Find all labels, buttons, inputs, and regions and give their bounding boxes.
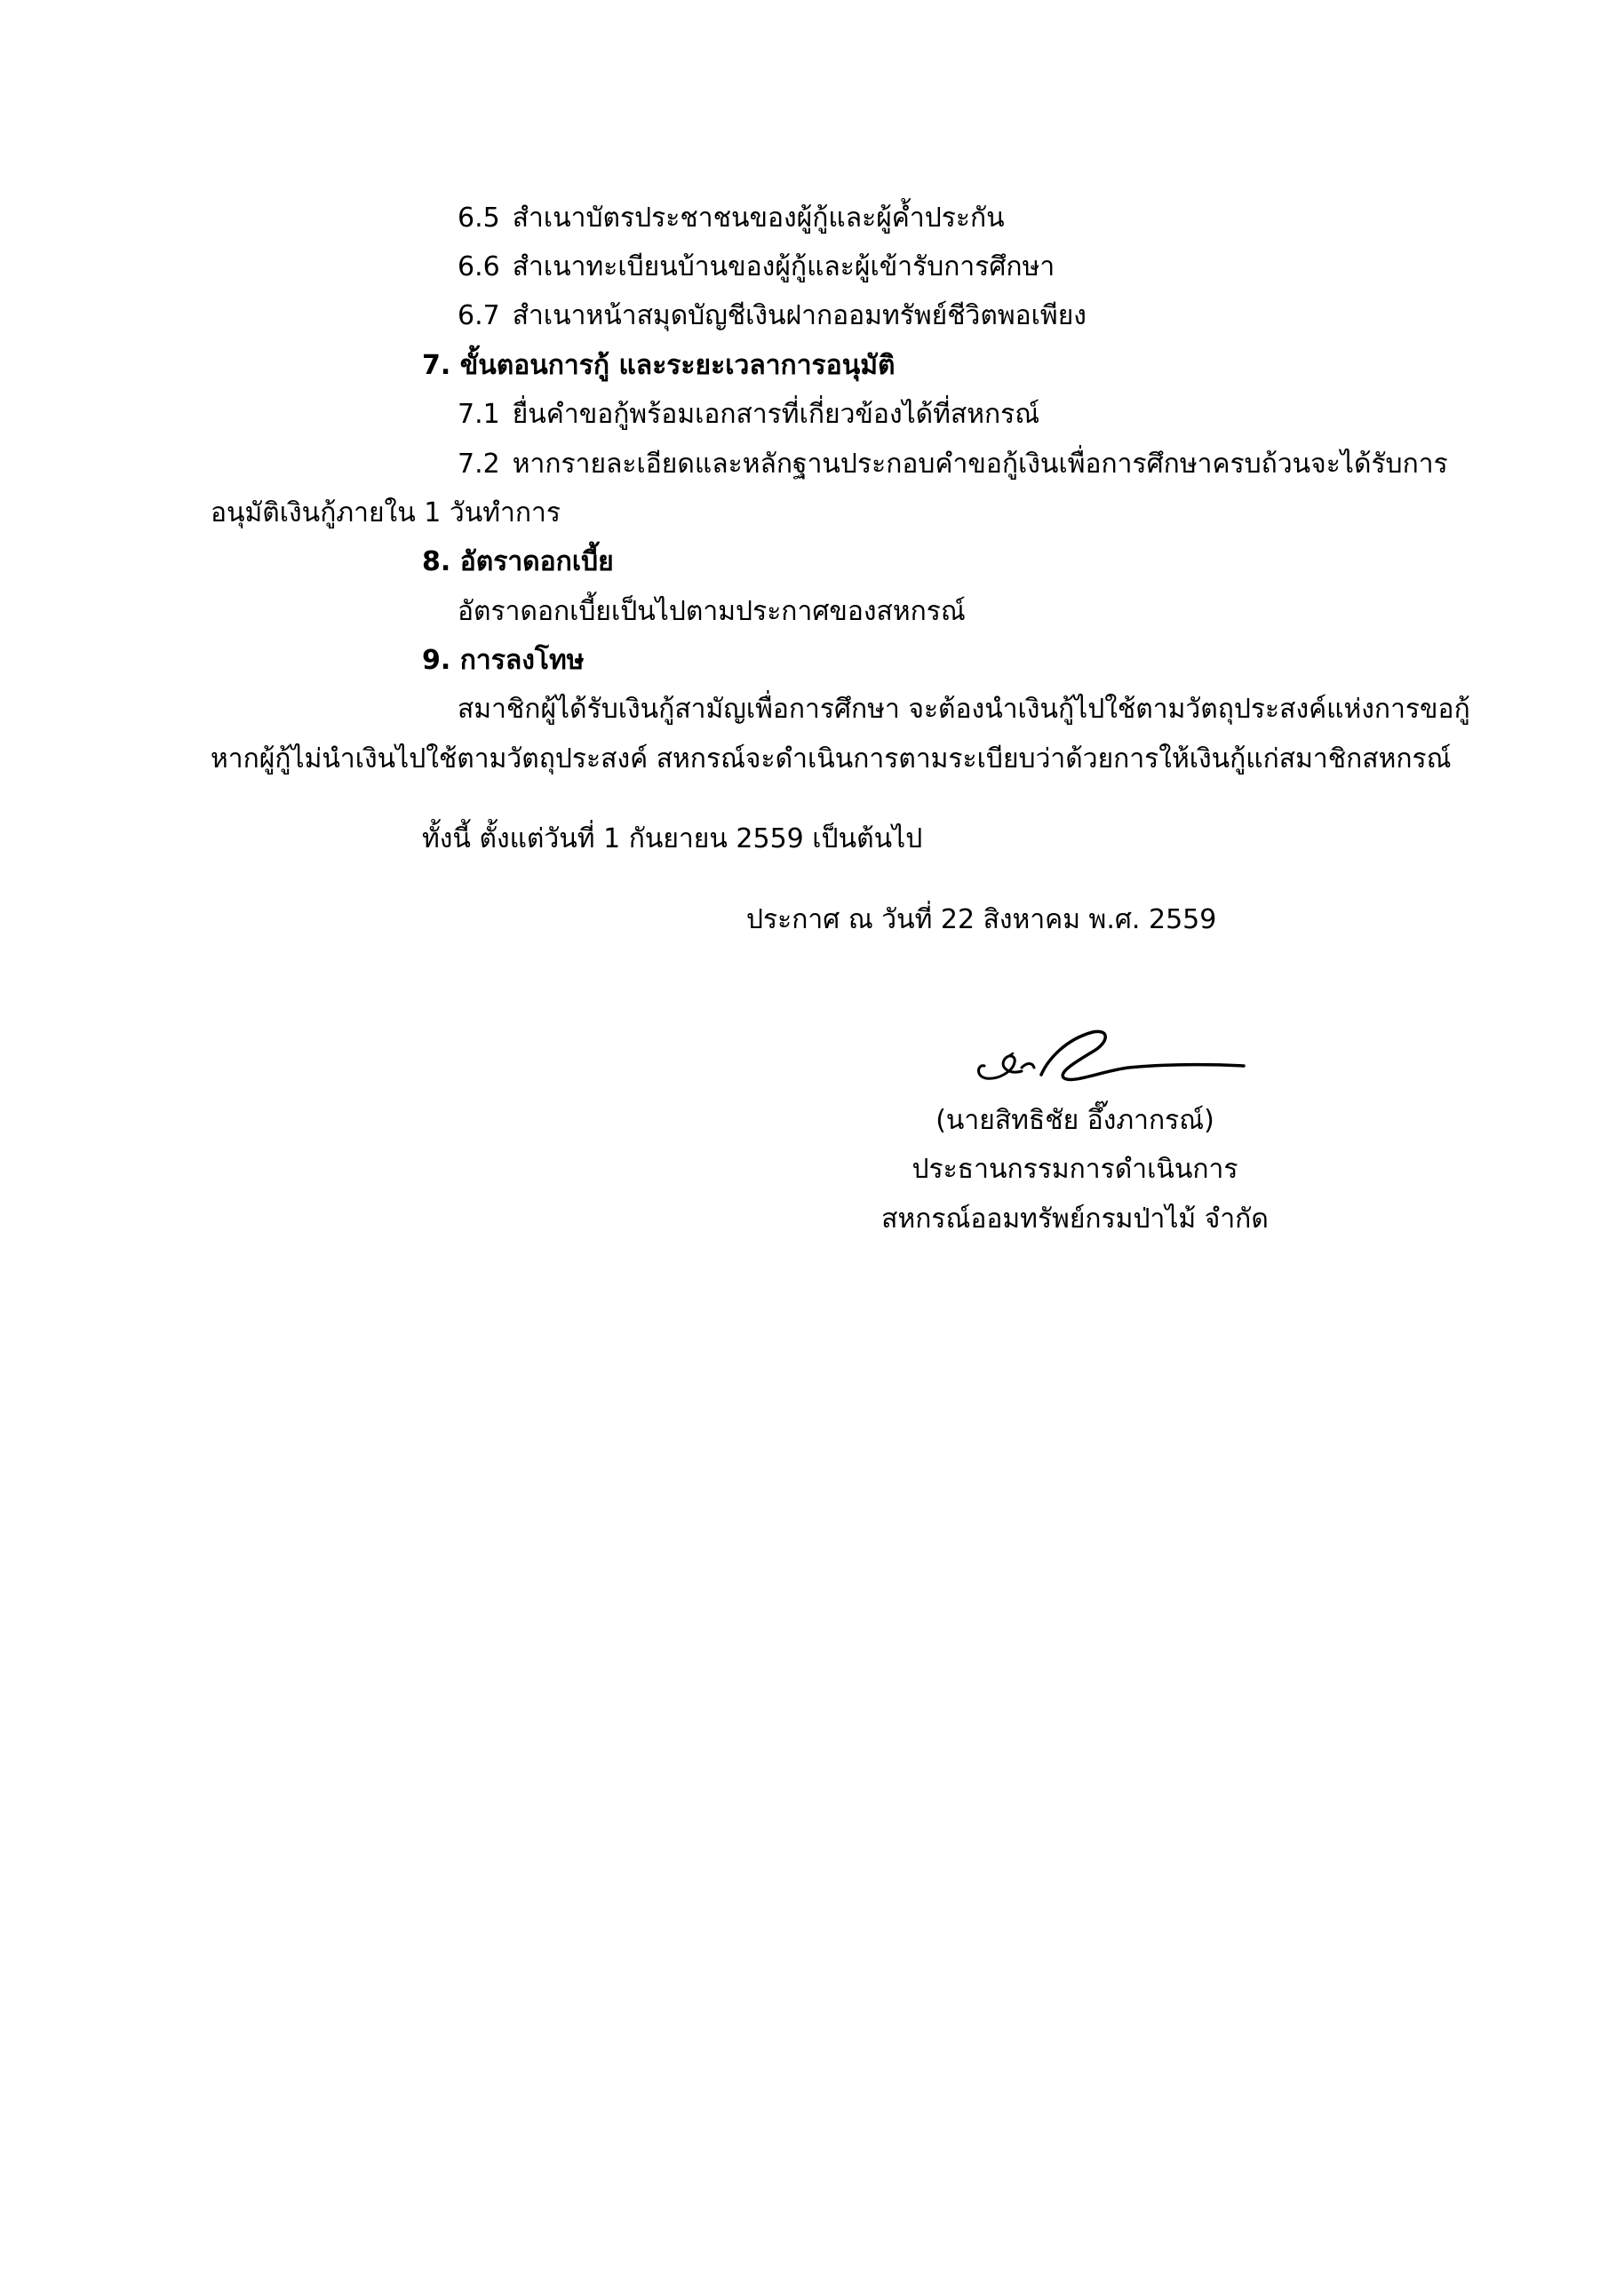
item-6-7 — [458, 298, 1087, 334]
item-number: 7.2 — [458, 449, 500, 480]
item-number: 7.1 — [458, 399, 500, 430]
item-7-2-continuation: อนุมัติเงินกู้ภายใน 1 วันทำการ — [211, 497, 561, 528]
signatory-name: (นายสิทธิชัย อึ๊งภากรณ์) — [935, 1105, 1214, 1136]
item-6-5 — [458, 201, 1005, 236]
signatory-organization: สหกรณ์ออมทรัพย์กรมป่าไม้ จำกัด — [881, 1204, 1269, 1235]
section-9-body-line2: หากผู้กู้ไม่นำเงินไปใช้ตามวัตถุประสงค์ สหกรณ์จะดำเนินการตามระเบียบว่าด้วยการให้เงินกู้แก่สมาชิกสหกรณ์ — [211, 743, 1452, 775]
item-number: 6.6 — [458, 251, 500, 282]
signature — [959, 1013, 1253, 1092]
item-text: สำเนาบัตรประชาชนของผู้กู้และผู้ค้ำประกัน — [512, 203, 1005, 234]
section-7-heading: 7. ขั้นตอนการกู้ และระยะเวลาการอนุมัติ — [422, 350, 896, 381]
section-8-heading: 8. อัตราดอกเบี้ย — [422, 546, 614, 577]
item-text: ยื่นคำขอกู้พร้อมเอกสารที่เกี่ยวข้องได้ที่สหกรณ์ — [512, 399, 1040, 430]
section-9-heading: 9. การลงโทษ — [422, 645, 585, 676]
item-text: หากรายละเอียดและหลักฐานประกอบคำขอกู้เงินเพื่อการศึกษาครบถ้วนจะได้รับการ — [512, 449, 1448, 480]
item-7-2 — [458, 447, 1448, 482]
item-7-1 — [458, 397, 1039, 433]
item-text: สำเนาหน้าสมุดบัญชีเงินฝากออมทรัพย์ชีวิตพอเพียง — [512, 300, 1087, 331]
item-text: สำเนาทะเบียนบ้านของผู้กู้และผู้เข้ารับการศึกษา — [512, 251, 1055, 282]
effective-date: ทั้งนี้ ตั้งแต่วันที่ 1 กันยายน 2559 เป็นต้นไป — [422, 823, 923, 854]
section-9-body-line1: สมาชิกผู้ได้รับเงินกู้สามัญเพื่อการศึกษา จะต้องนำเงินกู้ไปใช้ตามวัตถุประสงค์แห่งการขอกู้ — [458, 694, 1470, 725]
item-number: 6.7 — [458, 300, 500, 331]
announcement-date: ประกาศ ณ วันที่ 22 สิงหาคม พ.ศ. 2559 — [746, 904, 1217, 935]
item-6-6 — [458, 250, 1055, 285]
signatory-position: ประธานกรรมการดำเนินการ — [911, 1154, 1238, 1185]
item-number: 6.5 — [458, 203, 500, 234]
section-8-body: อัตราดอกเบี้ยเป็นไปตามประกาศของสหกรณ์ — [458, 596, 966, 627]
